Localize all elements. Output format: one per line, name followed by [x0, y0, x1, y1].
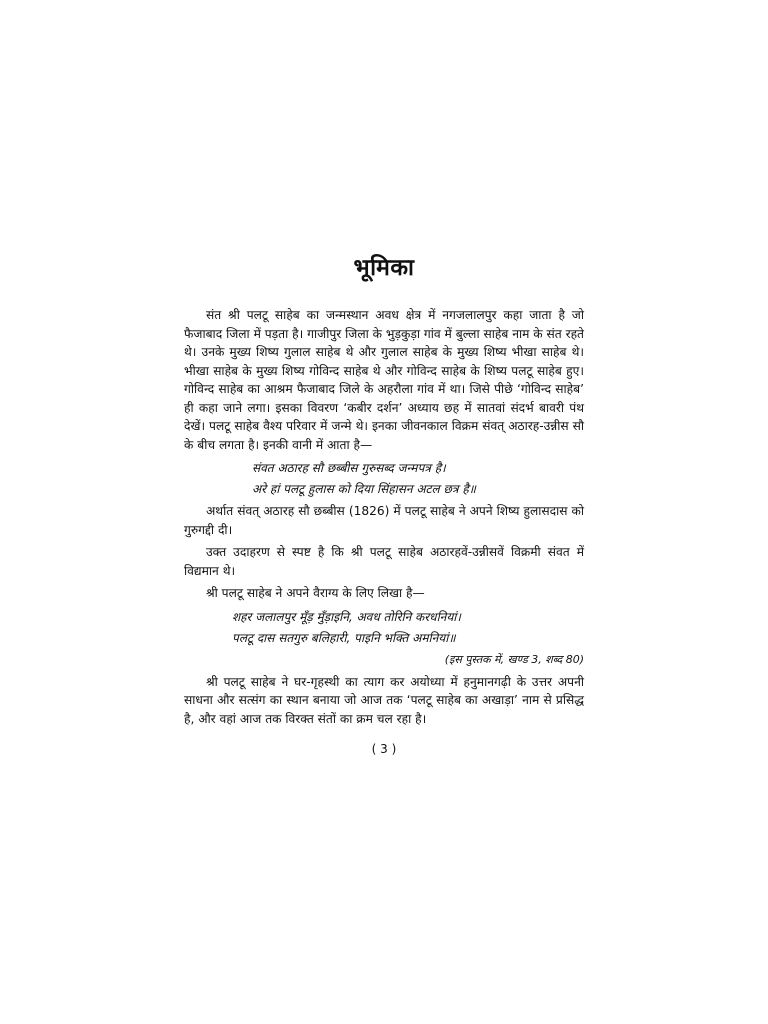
paragraph-samvat: अर्थात संवत् अठारह सौ छब्बीस (1826) में पलटू साहेब ने अपने शिष्य हुलासदास को गुरुगद्दी दी। [184, 504, 584, 537]
verse-line: पलटू दास सतगुरु बलिहारी, पाइनि भक्ति अमनियां॥ [232, 630, 456, 645]
source-note: (इस पुस्तक में, खण्ड 3, शब्द 80) [444, 652, 584, 666]
verse-line: अरे हां पलटू हुलास को दिया सिंहासन अटल छत्र है॥ [252, 482, 476, 496]
paragraph-example: उक्त उदाहरण से स्पष्ट है कि श्री पलटू साहेब अठारहवें-उन्नीसवें विक्रमी संवत में विद्यमान थे। [184, 545, 584, 578]
page-title: भूमिका [353, 255, 415, 281]
document-page [184, 250, 584, 756]
verse-block-1 [252, 458, 584, 500]
verse-line: संवत अठारह सौ छब्बीस गुरुसब्द जन्मपत्र है। [252, 461, 446, 475]
paragraph-akhada: श्री पलटू साहेब ने घर-गृहस्थी का त्याग कर अयोध्या में हनुमानगढ़ी के उत्तर अपनी साधना और सत्संग का स्थान बनाया जो आज तक ‘पलटू साहेब का अखाड़ा’ नाम से प्रसिद्ध है, और वहां आज तक विरक्त संतों का क्रम चल रहा है। [184, 674, 584, 726]
verse-line: शहर जलालपुर मूँड़ मुँड़ाइनि, अवध तोरिनि करधनियां। [232, 609, 461, 624]
verse-block-2 [232, 607, 584, 649]
paragraph-intro: संत श्री पलटू साहेब का जन्मस्थान अवध क्षेत्र में नगजलालपुर कहा जाता है जो फैजाबाद जिला में पड़ता है। गाजीपुर जिला के भुड़कुड़ा गांव में बुल्ला साहेब नाम के संत रहते थे। उनके मुख्य शिष्य गुलाल साहेब थे और गुलाल साहेब के मुख्य शिष्य भीखा साहेब थे। भीखा साहेब के मुख्य शिष्य गोविन्द साहेब थे और गोविन्द साहेब के शिष्य पलटू साहेब हुए। गोविन्द साहेब का आश्रम फैजाबाद जिले के अहरौला गांव में था। जिसे पीछे ‘गोविन्द साहेब’ ही कहा जाने लगा। इसका विवरण ‘कबीर दर्शन’ अध्याय छह में सातवां संदर्भ बावरी पंथ देखें। पलटू साहेब वैश्य परिवार में जन्मे थे। इनका जीवनकाल विक्रम संवत् अठारह-उन्नीस सौ के बीच लगता है। इनकी वानी में आता है— [184, 308, 584, 452]
paragraph-vairagya: श्री पलटू साहेब ने अपने वैराग्य के लिए लिखा है— [206, 586, 425, 600]
page-number: ( 3 ) [371, 742, 397, 756]
